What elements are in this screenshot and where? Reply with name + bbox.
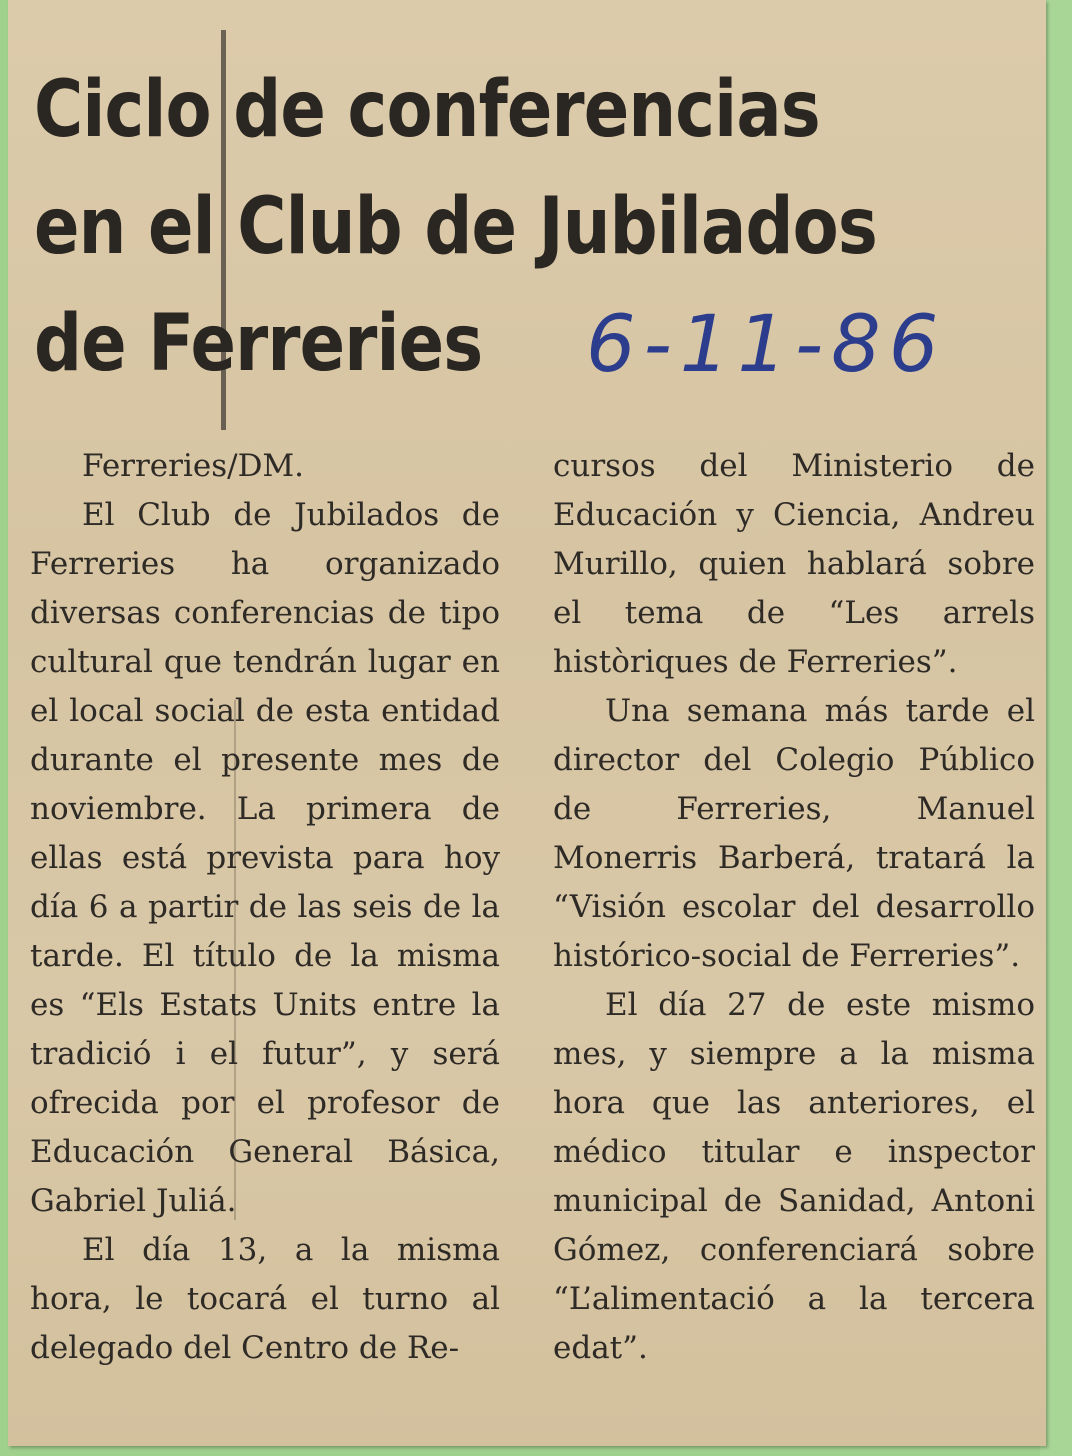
- dateline: Ferreries/DM.: [82, 448, 305, 484]
- handwritten-date: 6-11-86: [586, 300, 947, 390]
- headline-line-2: en el Club de Jubilados: [34, 182, 877, 272]
- article-column-left: [30, 442, 500, 1373]
- article-paragraph: cursos del Ministerio de Educación y Ciencia, Andreu Murillo, quien hablará sobre el tema de “Les arrels històriques de Ferreries”.: [553, 448, 1035, 680]
- headline-line-3: de Ferreries: [34, 299, 483, 389]
- article-paragraph: El día 27 de este mismo mes, y siempre a la misma hora que las anteriores, el médico titular e inspector municipal de Sanidad, Antoni Gómez, conferenciará sobre “L’alimentació a la tercera edat”.: [553, 987, 1035, 1366]
- article-paragraph: El día 13, a la misma hora, le tocará el turno al delegado del Centro de Re-: [30, 1232, 500, 1366]
- article-paragraph: Una semana más tarde el director del Colegio Público de Ferreries, Manuel Monerris Barberá, tratará la “Visión escolar del desarrollo histórico-social de Ferreries”.: [553, 693, 1035, 974]
- article-paragraph: El Club de Jubilados de Ferreries ha organizado diversas conferencias de tipo cultural que tendrán lugar en el local social de esta entidad durante el presente mes de noviembre. La primera de ellas está prevista para hoy día 6 a partir de las seis de la tarde. El título de la misma es “Els Estats Units entre la tradició i el futur”, y será ofrecida por el profesor de Educación General Básica, Gabriel Juliá.: [30, 497, 500, 1219]
- headline-line-1: Ciclo de conferencias: [34, 65, 820, 155]
- article-column-right: [553, 442, 1035, 1373]
- newspaper-clipping: [8, 0, 1046, 1446]
